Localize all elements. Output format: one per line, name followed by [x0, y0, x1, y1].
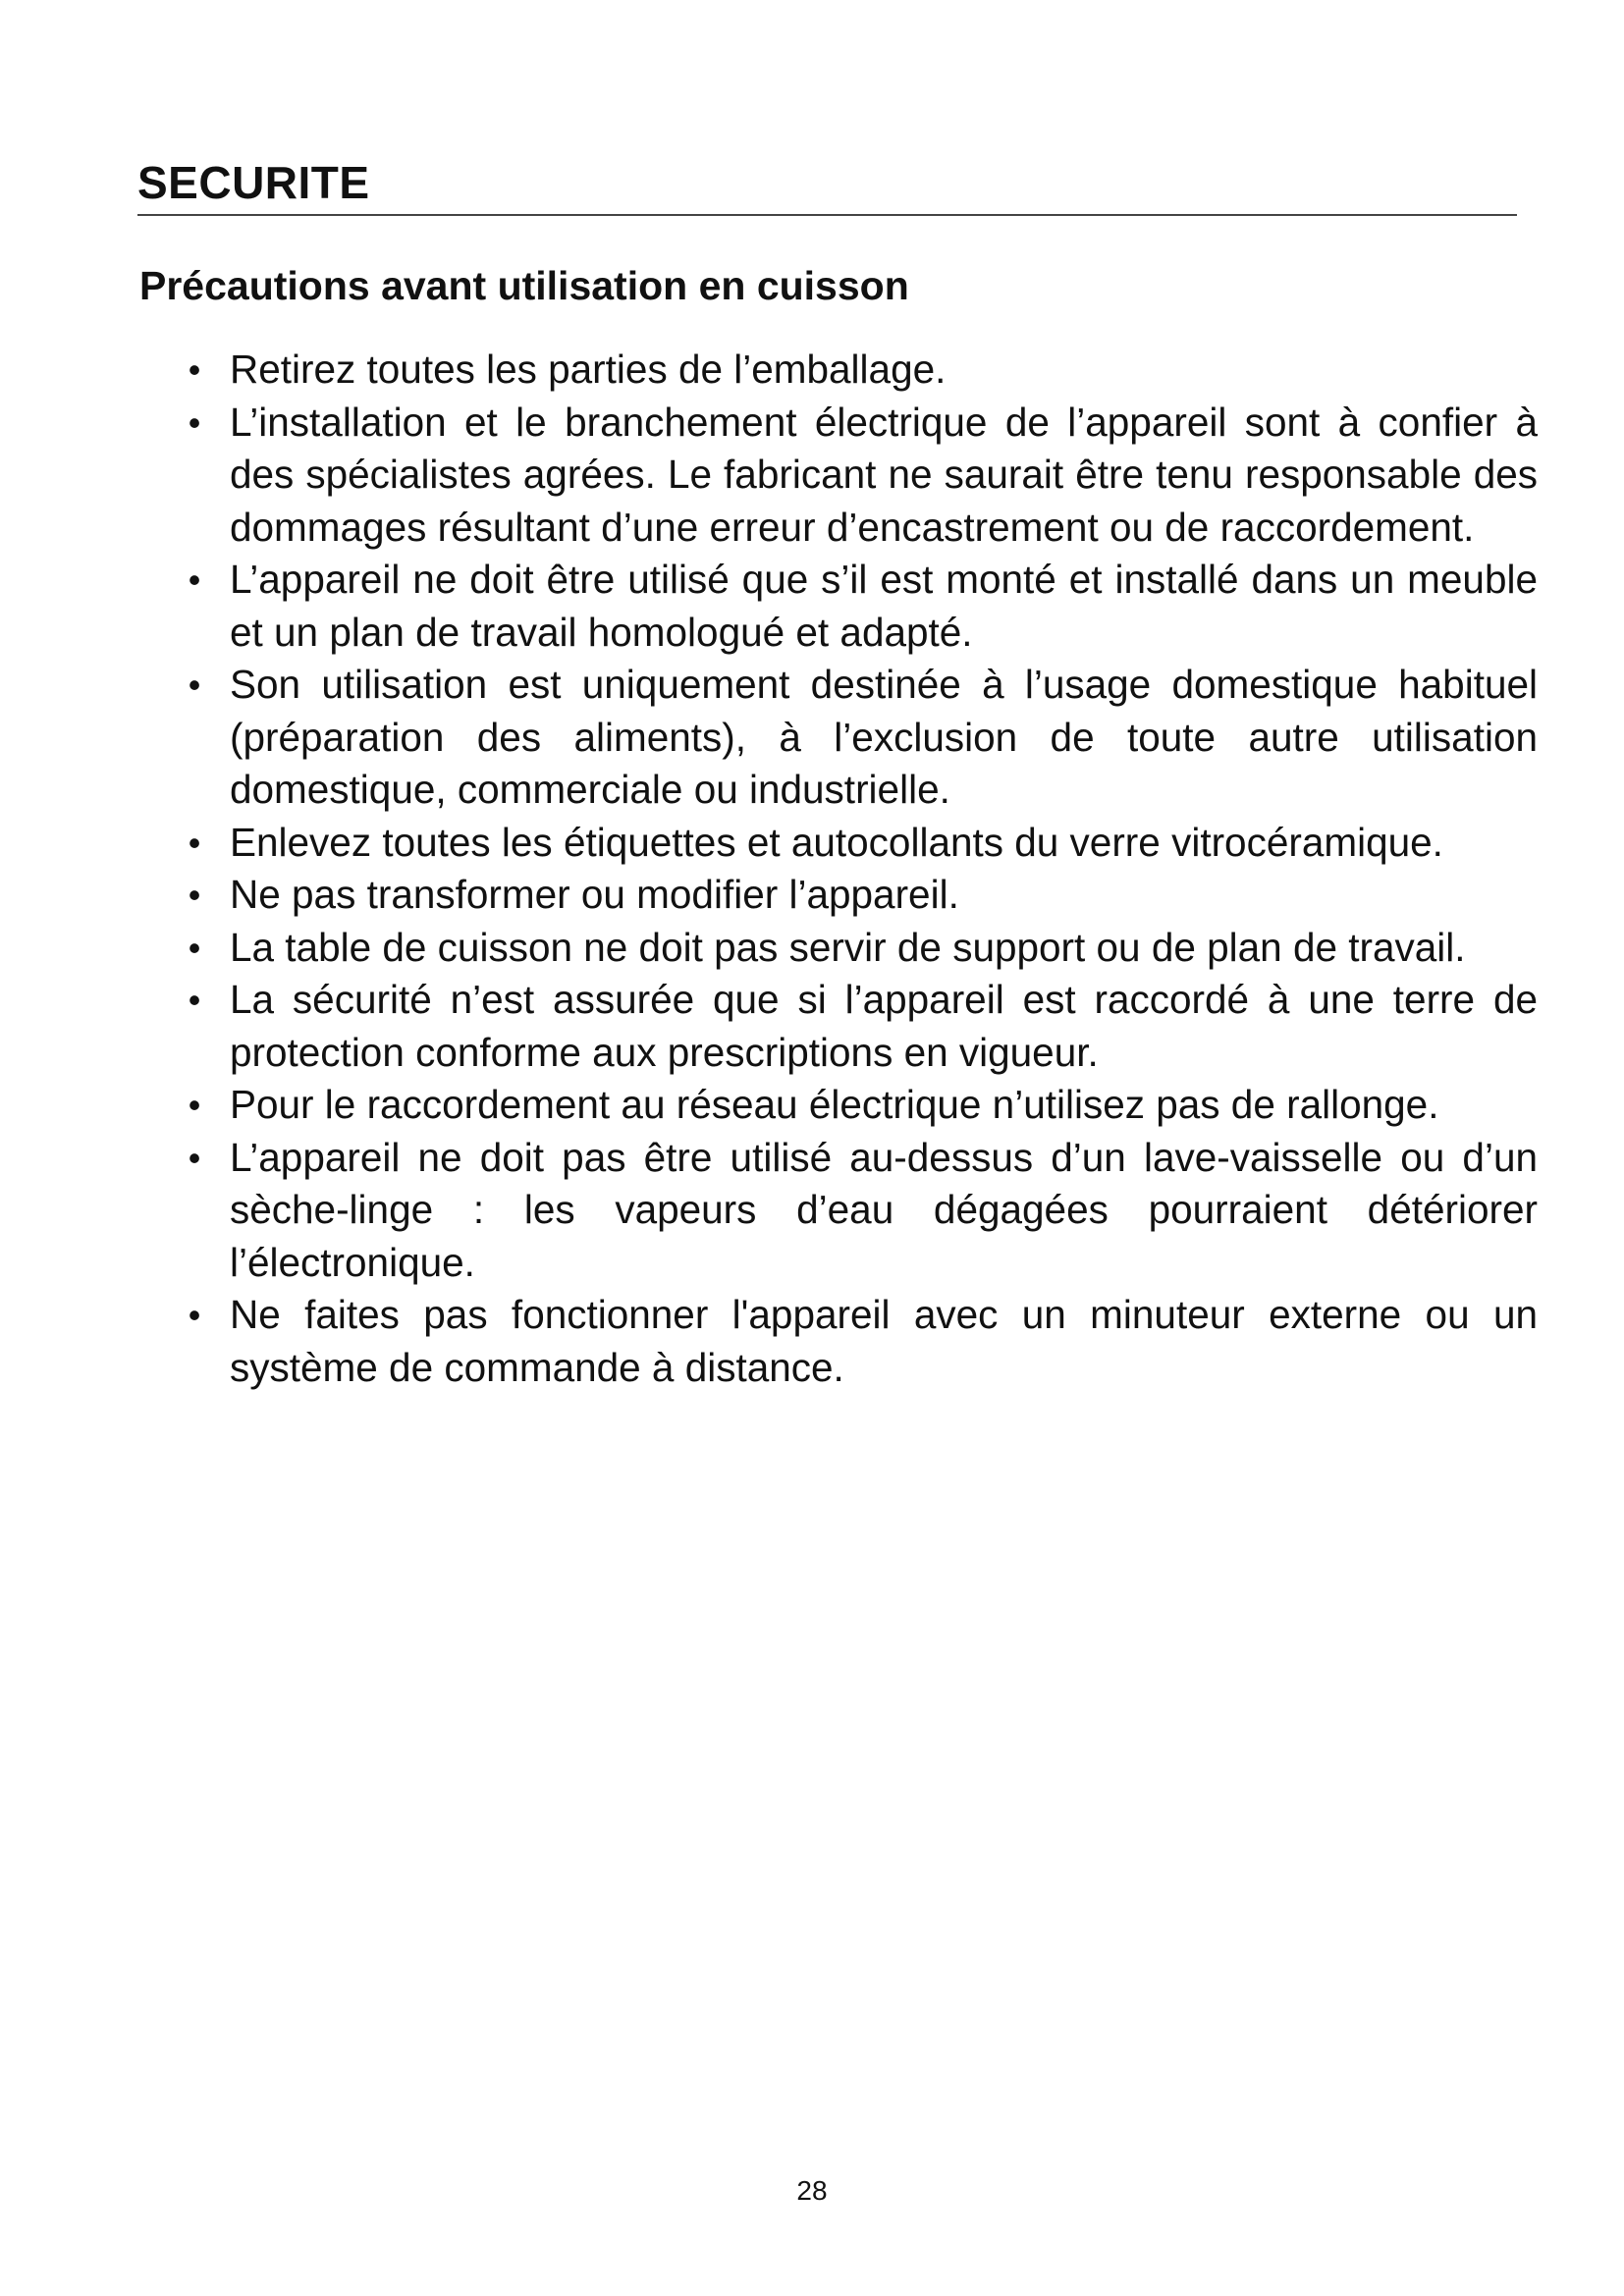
- list-item: [183, 817, 1538, 870]
- list-item-text: Ne faites pas fonctionner l'appareil avec un minuteur externe ou un système de commande à distance.: [230, 1292, 1538, 1390]
- list-item-text: Enlevez toutes les étiquettes et autocollants du verre vitrocéramique.: [230, 819, 1443, 865]
- list-item: [183, 1289, 1538, 1394]
- list-item-text: L’installation et le branchement électrique de l’appareil sont à confier à des spécialistes agrées. Le fabricant ne saurait être tenu responsable des dommages résultant d’une erreur d’encastrement ou de raccordement.: [230, 399, 1538, 550]
- bullet-icon: •: [188, 875, 201, 915]
- list-item: [183, 1132, 1538, 1290]
- bullet-icon: •: [188, 560, 201, 600]
- subsection-title: Précautions avant utilisation en cuisson: [139, 263, 909, 308]
- list-item-text: L’appareil ne doit être utilisé que s’il est monté et installé dans un meuble et un plan de travail homologué et adapté.: [230, 557, 1538, 655]
- section-header: [137, 155, 1517, 216]
- bullet-icon: •: [188, 401, 201, 443]
- list-item: [183, 974, 1538, 1079]
- list-item: [183, 869, 1538, 922]
- list-item: [183, 397, 1538, 555]
- list-item-text: Son utilisation est uniquement destinée à l’usage domestique habituel (préparation des aliments), à l’exclusion de toute autre utilisation domestique, commerciale ou industrielle.: [230, 662, 1538, 812]
- list-item-text: L’appareil ne doit pas être utilisé au-dessus d’un lave-vaisselle ou d’un sèche-linge : les vapeurs d’eau dégagées pourraient détériorer l’électronique.: [230, 1134, 1538, 1285]
- list-item: [183, 344, 1538, 397]
- list-item-text: La table de cuisson ne doit pas servir de support ou de plan de travail.: [230, 924, 1466, 970]
- bullet-icon: •: [188, 980, 201, 1020]
- section-title: SECURITE: [137, 157, 370, 208]
- list-item-text: La sécurité n’est assurée que si l’appareil est raccordé à une terre de protection conforme aux prescriptions en vigueur.: [230, 977, 1538, 1075]
- list-item-text: Ne pas transformer ou modifier l’appareil.: [230, 872, 959, 917]
- bullet-icon: •: [188, 349, 201, 390]
- list-item: [183, 659, 1538, 817]
- bullet-icon: •: [188, 665, 201, 705]
- list-item: [183, 922, 1538, 975]
- bullet-icon: •: [188, 1137, 201, 1178]
- bullet-icon: •: [188, 927, 201, 968]
- bullet-icon: •: [188, 1085, 201, 1125]
- list-item-text: Retirez toutes les parties de l’emballage.: [230, 347, 947, 392]
- list-item: [183, 1079, 1538, 1132]
- list-item: [183, 554, 1538, 659]
- bullet-icon: •: [188, 1295, 201, 1335]
- bullet-icon: •: [188, 822, 201, 863]
- page-number: 28: [796, 2175, 828, 2206]
- list-item-text: Pour le raccordement au réseau électrique n’utilisez pas de rallonge.: [230, 1082, 1439, 1127]
- precautions-list: [183, 344, 1538, 1394]
